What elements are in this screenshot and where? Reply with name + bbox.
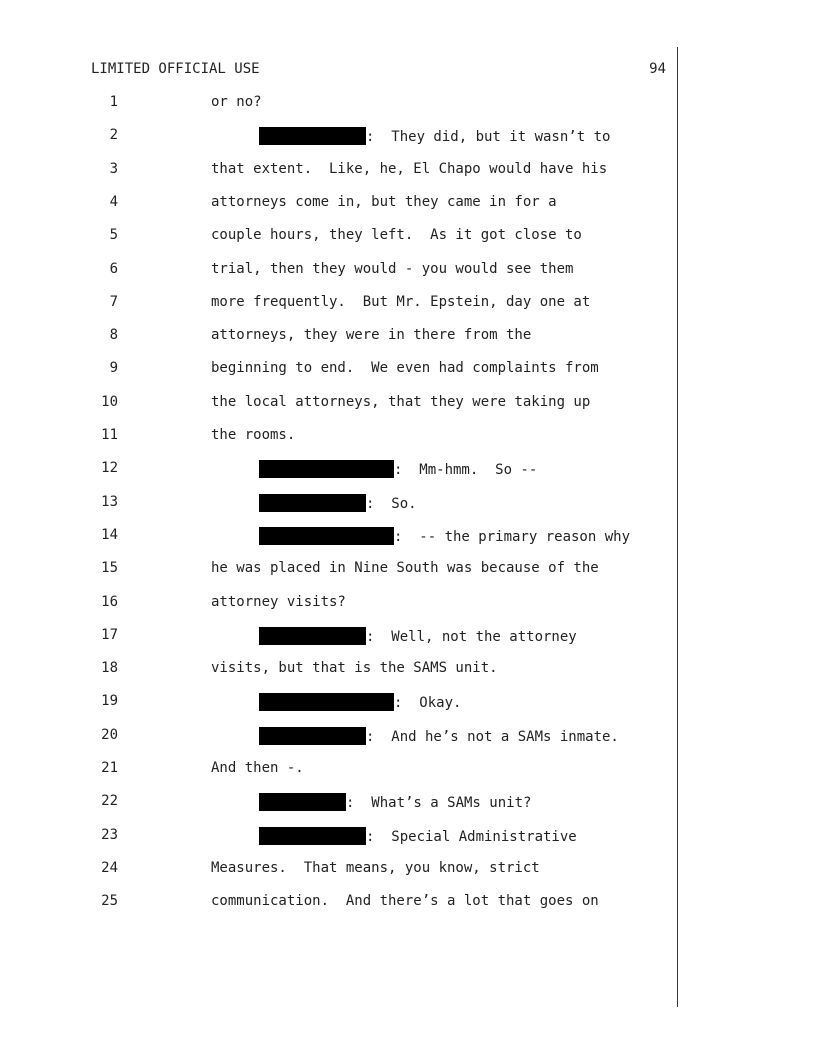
line-text: attorney visits? [211,593,346,610]
speaker-line-text [259,727,619,745]
redaction-box [259,494,366,512]
speaker-line-text [259,127,610,145]
redaction-box [259,127,366,145]
line-number: 2 [109,127,118,144]
redaction-box [259,727,366,745]
speaker-line-text [259,494,417,512]
line-number: 6 [109,260,118,277]
speaker-utterance: : So. [366,495,417,512]
line-number: 5 [109,227,118,244]
line-text: couple hours, they left. As it got close to [211,227,582,244]
transcript-line [0,194,816,214]
transcript-line [0,627,816,647]
line-text: the local attorneys, that they were taking up [211,393,591,410]
transcript-line [0,360,816,380]
transcript-line [0,494,816,514]
speaker-utterance: : Well, not the attorney [366,628,577,645]
redaction-box [259,627,366,645]
transcript-line [0,594,816,614]
transcript-line [0,727,816,747]
transcript-line [0,294,816,314]
speaker-line-text [259,627,577,645]
line-number: 17 [101,626,118,643]
speaker-line-text [259,460,537,478]
line-number: 25 [101,893,118,910]
line-number: 15 [101,560,118,577]
transcript-line [0,893,816,913]
transcript-line [0,827,816,847]
speaker-line-text [259,827,577,845]
line-number: 12 [101,460,118,477]
line-number: 23 [101,826,118,843]
transcript-line [0,161,816,181]
transcript-line [0,427,816,447]
transcript-line [0,94,816,114]
line-number: 20 [101,726,118,743]
line-number: 8 [109,327,118,344]
line-number: 13 [101,493,118,510]
line-number: 1 [109,94,118,110]
transcript-line [0,760,816,780]
speaker-utterance: : Okay. [394,695,462,712]
line-number: 22 [101,793,118,810]
redaction-box [259,460,394,478]
line-number: 3 [109,160,118,177]
transcript-line [0,261,816,281]
transcript-line [0,793,816,813]
transcript-line [0,860,816,880]
line-number: 14 [101,526,118,543]
page-header-left: LIMITED OFFICIAL USE [91,61,260,77]
line-text: that extent. Like, he, El Chapo would have his [211,160,608,177]
line-text: or no? [211,94,262,110]
line-text: more frequently. But Mr. Epstein, day one at [211,293,591,310]
line-number: 24 [101,859,118,876]
page-number: 94 [649,61,666,77]
line-number: 10 [101,393,118,410]
speaker-utterance: : They did, but it wasn’t to [366,129,611,146]
speaker-utterance: : Mm-hmm. So -- [394,462,538,479]
line-text: beginning to end. We even had complaints from [211,360,599,377]
speaker-line-text [259,527,630,545]
speaker-utterance: : What’s a SAMs unit? [346,795,532,812]
transcript-line [0,394,816,414]
line-number: 7 [109,293,118,310]
line-text: communication. And there’s a lot that goes on [211,893,599,910]
line-number: 21 [101,760,118,776]
speaker-line-text [259,793,531,811]
line-text: attorneys, they were in there from the [211,327,532,344]
speaker-utterance: : -- the primary reason why [394,528,631,545]
speaker-line-text [259,693,461,711]
redaction-box [259,793,346,811]
transcript-line [0,227,816,247]
line-number: 16 [101,593,118,610]
redaction-box [259,527,394,545]
redaction-box [259,827,366,845]
line-text: the rooms. [211,427,296,443]
transcript-line [0,660,816,680]
transcript-line [0,127,816,147]
line-number: 11 [101,427,118,443]
line-text: trial, then they would - you would see them [211,260,574,277]
line-number: 4 [109,193,118,210]
line-text: And then -. [211,760,304,776]
transcript-line [0,560,816,580]
line-number: 19 [101,693,118,710]
line-number: 9 [109,360,118,377]
line-text: attorneys come in, but they came in for a [211,193,557,210]
transcript-line [0,327,816,347]
speaker-utterance: : Special Administrative [366,828,577,845]
line-text: Measures. That means, you know, strict [211,859,540,876]
transcript-line [0,527,816,547]
transcript-line [0,460,816,480]
line-text: visits, but that is the SAMS unit. [211,660,498,677]
redaction-box [259,693,394,711]
transcript-line [0,693,816,713]
speaker-utterance: : And he’s not a SAMs inmate. [366,728,619,745]
line-text: he was placed in Nine South was because of the [211,560,599,577]
line-number: 18 [101,660,118,677]
